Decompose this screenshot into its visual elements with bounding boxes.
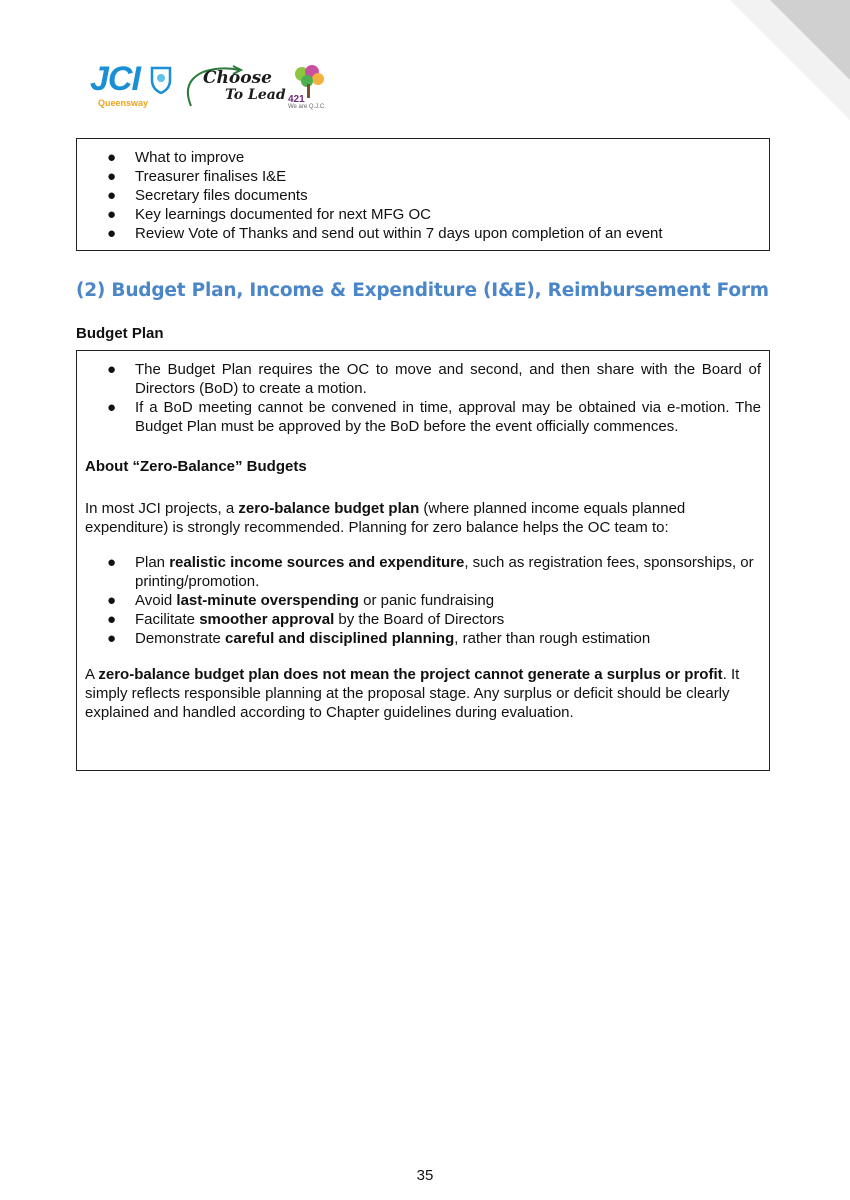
choose-to-lead-logo	[185, 64, 286, 103]
zero-balance-closing: A zero-balance budget plan does not mean the project cannot generate a surplus or profit. It simply reflects responsible planning at the proposal stage. Any surplus or deficit should be clearly explained and handled according to Chapter guidelines during evaluation.	[85, 666, 740, 721]
zero-balance-heading: About “Zero-Balance” Budgets	[85, 458, 307, 475]
zero-balance-intro: In most JCI projects, a zero-balance budget plan (where planned income equals planned expenditure) is strongly recommended. Planning for zero balance helps the OC team to:	[85, 500, 686, 536]
budget-plan-rules	[85, 360, 761, 436]
page-corner-decoration	[730, 0, 850, 120]
list-item: ● If a BoD meeting cannot be convened in time, approval may be obtained via e-motion. The Budget Plan must be approved by the BoD before the event officially commences.	[107, 399, 761, 435]
list-item: ● What to improve	[107, 149, 245, 166]
page-number: 35	[416, 1167, 434, 1184]
post-event-checklist-box	[76, 138, 770, 251]
list-item: ● The Budget Plan requires the OC to move and second, and then share with the Board of Directors (BoD) to create a motion.	[107, 361, 761, 397]
jci-logo-subtitle: Queensway	[98, 98, 149, 108]
tree-logo-mark: 421	[288, 94, 305, 105]
header-logos	[90, 62, 340, 116]
list-item: ● Treasurer finalises I&E	[107, 168, 287, 185]
jci-logo-text: JCI	[90, 60, 140, 98]
jci-shield-icon	[150, 66, 172, 94]
list-item: ● Demonstrate careful and disciplined planning, rather than rough estimation	[107, 630, 651, 647]
to-lead-logo-text: To Lead	[225, 87, 286, 103]
section-heading: (2) Budget Plan, Income & Expenditure (I&E), Reimbursement Form	[76, 280, 769, 301]
list-item: ● Secretary files documents	[107, 187, 308, 204]
list-item: ● Facilitate smoother approval by the Board of Directors	[107, 611, 505, 628]
zero-balance-benefits	[85, 553, 761, 648]
list-item: ● Plan realistic income sources and expenditure, such as registration fees, sponsorships, or printing/promotion.	[107, 554, 754, 590]
choose-logo-text: Choose	[203, 68, 272, 88]
jci-logo	[90, 62, 148, 108]
post-event-checklist	[85, 148, 761, 243]
budget-plan-title: Budget Plan	[76, 325, 164, 342]
list-item: ● Key learnings documented for next MFG OC	[107, 206, 431, 223]
tree-logo	[288, 64, 330, 110]
list-item: ● Avoid last-minute overspending or panic fundraising	[107, 592, 495, 609]
tree-logo-subtitle: We are Q.J.C.	[288, 104, 326, 110]
budget-plan-box	[76, 350, 770, 771]
list-item: ● Review Vote of Thanks and send out within 7 days upon completion of an event	[107, 225, 663, 242]
